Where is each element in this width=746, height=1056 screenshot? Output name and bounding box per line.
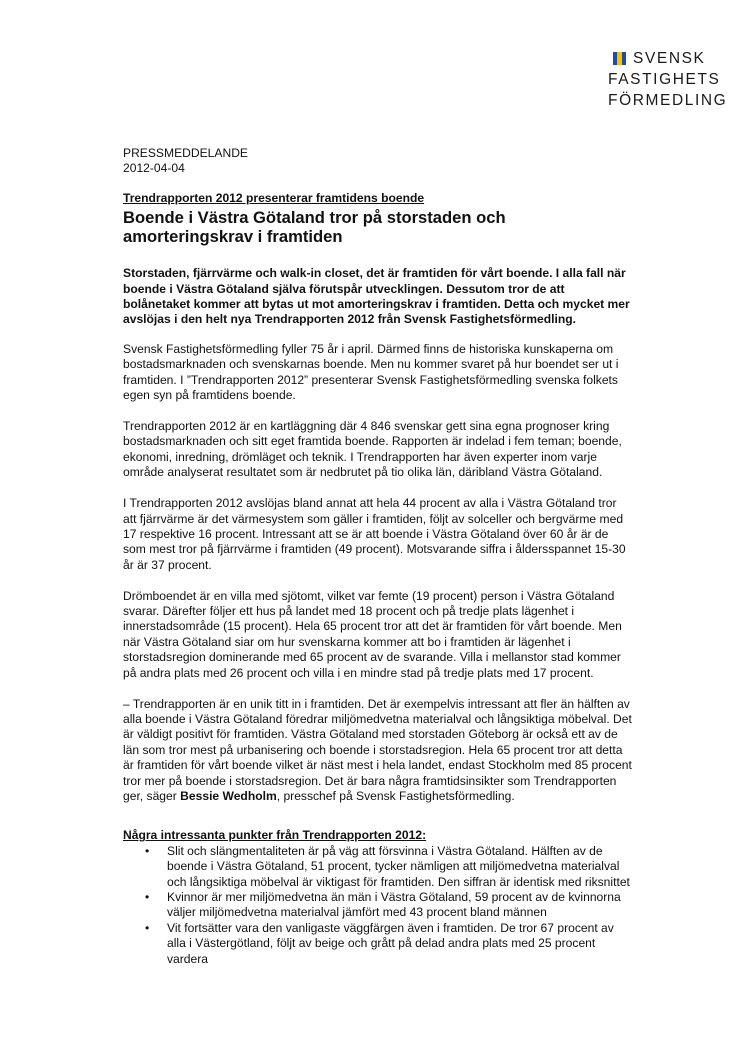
press-release	[123, 146, 633, 967]
article-headline: Boende i Västra Götaland tror på storstaden och amorteringskrav i framtiden	[123, 208, 506, 247]
swedish-flag-icon	[613, 52, 626, 65]
article-lead: Storstaden, fjärrvärme och walk-in closet, det är framtiden för vårt boende. I alla fall när boende i Västra Götaland själva förutspår utvecklingen. Dessutom tror de att bolånetaket kommer att bytas ut mot amorteringskrav i framtiden. Detta och mycket mer avslöjas i den helt nya Trendrapporten 2012 från Svensk Fastighetsförmedling.	[123, 266, 630, 327]
logo-line-1	[613, 48, 727, 69]
logo-text-formedling: FÖRMEDLING	[608, 92, 728, 109]
body-paragraph-2: Trendrapporten 2012 är en kartläggning där 4 846 svenskar gett sina egna prognoser kring bostadsmarknaden och sitt eget framtida boende. Rapporten är indelad i fem teman; boende, ekonomi, inredning, drömläget och teknik. I Trendrapporten har även experter inom varje område analyserat resultatet som är nedbrutet på tio olika län, däribland Västra Götaland.	[123, 418, 622, 480]
list-item: • Slit och slängmentaliteten är på väg att försvinna i Västra Götaland. Hälften av de boende i Västra Götaland, 51 procent, tycker nämligen att miljömedvetna materialval och långsiktiga möbelval är viktigast för framtiden. Den siffran är identisk med riksnittet	[167, 844, 633, 890]
list-item: • Vit fortsätter vara den vanligaste väggfärgen även i framtiden. De tror 67 procent av alla i Västergötland, följt av beige och grått på delad andra plats med 25 procent vardera	[167, 921, 633, 967]
logo-text-svensk: SVENSK	[633, 50, 706, 67]
list-item: • Kvinnor är mer miljömedvetna än män i Västra Götaland, 59 procent av de kvinnorna väljer miljömedvetna materialval jämfört med 43 procent bland männen	[167, 890, 633, 921]
document-type-label: PRESSMEDDELANDE	[123, 146, 249, 160]
company-logo	[608, 48, 727, 111]
body-paragraph-3: I Trendrapporten 2012 avslöjas bland annat att hela 44 procent av alla i Västra Götaland tror att fjärrvärme är det värmesystem som gäller i framtiden, följt av solceller och bergvärme med 17 respektive 16 procent. Intressant att se är att boende i Västra Götaland över 60 år är de som mest tror på fjärrvärme i framtiden (49 procent). Motsvarande siffra i åldersspannet 15-30 år är 37 procent.	[123, 496, 626, 572]
body-paragraph-1: Svensk Fastighetsförmedling fyller 75 år i april. Därmed finns de historiska kunskaperna om bostadsmarknaden och svenskarnas boende. Men nu kommer svaret på hur boendet ser ut i framtiden. I ”Trendrapporten 2012” presenterar Svensk Fastighetsförmedling svenska folkets egen syn på framtidens boende.	[123, 341, 619, 403]
article-kicker: Trendrapporten 2012 presenterar framtidens boende	[123, 190, 425, 205]
quote-text: – Trendrapporten är en unik titt in i framtiden. Det är exempelvis intressant att fler än hälften av alla boende i Västra Götaland föredrar miljömedvetna materialval och långsiktiga möbelval. Det är väldigt positivt för framtiden. Västra Götaland med storstaden Göteborg är också ett av de län som tror mest på urbanisering och boende i storstadsregion. Hela 65 procent tror att detta är framtiden för vårt boende vilket är näst mest i hela landet, endast Stockholm med 85 procent tror mer på boende i storstadsregion. Det är bara några framtidsinsikter som Trendrapporten ger, säger	[123, 696, 632, 803]
quote-suffix: , presschef på Svensk Fastighetsförmedling.	[276, 789, 515, 803]
points-title: Några intressanta punkter från Trendrapporten 2012:	[123, 828, 427, 843]
release-date: 2012-04-04	[123, 161, 185, 176]
body-paragraph-4: Drömboendet är en villa med sjötomt, vilket var femte (19 procent) person i Västra Götaland svarar. Därefter följer ett hus på landet med 18 procent och på tredje plats lägenhet i innerstadsområde (15 procent). Hela 65 procent tror att det är framtiden för vårt boende. Men när Västra Götaland siar om hur svenskarna kommer att bo i framtiden är lägenhet i storstadsregion dominerande med 65 procent av de svarande. Villa i mellanstor stad kommer på andra plats med 26 procent och villa i en mindre stad på tredje plats med 17 procent.	[123, 588, 622, 680]
logo-text-fastighets: FASTIGHETS	[608, 71, 721, 88]
quote-person: Bessie Wedholm	[180, 789, 277, 803]
quote-paragraph	[123, 697, 633, 805]
points-list	[123, 844, 633, 967]
